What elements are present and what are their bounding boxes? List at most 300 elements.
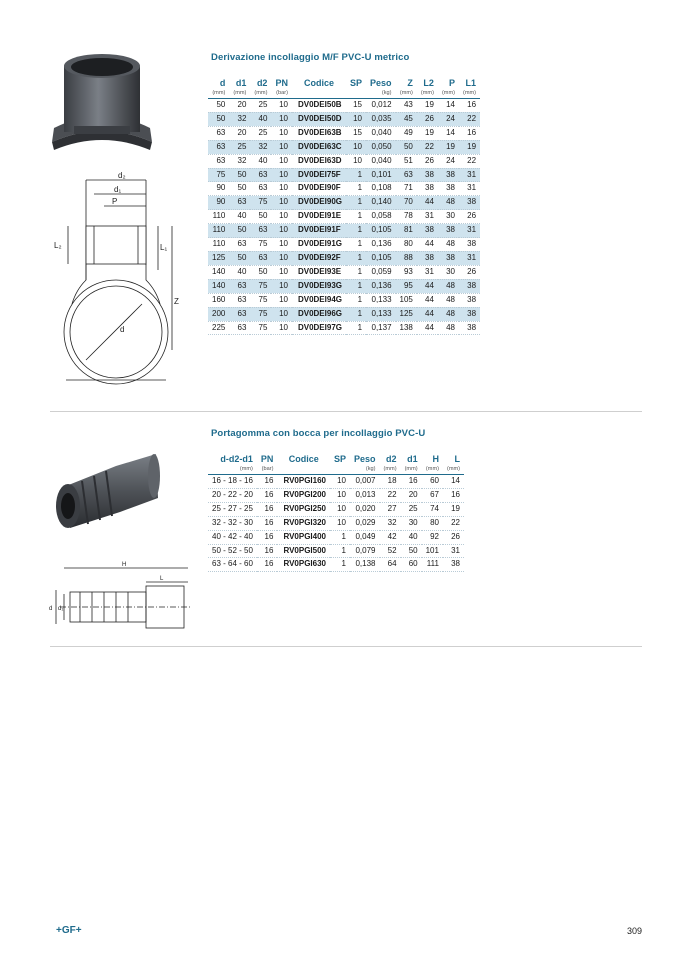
table-cell: 10 — [271, 265, 292, 279]
table-cell: 48 — [438, 196, 459, 210]
table-row — [208, 140, 480, 154]
product-code: RV0PGI250 — [277, 502, 330, 516]
table-cell: 125 — [208, 251, 229, 265]
table-cell: 19 — [417, 99, 438, 113]
table-cell: 0,058 — [366, 210, 396, 224]
table-cell: 0,133 — [366, 293, 396, 307]
table-cell: 30 — [438, 265, 459, 279]
table-cell: 0,079 — [350, 544, 380, 558]
table-cell: 110 — [208, 238, 229, 252]
table-cell: 63 — [250, 182, 271, 196]
table-cell: 75 — [250, 238, 271, 252]
table-cell: 10 — [271, 126, 292, 140]
table-cell: 1 — [346, 293, 366, 307]
column-unit: (mm) — [438, 89, 459, 99]
table-cell: 88 — [396, 251, 417, 265]
table-cell: 1 — [346, 251, 366, 265]
column-header: L — [454, 454, 461, 464]
column-header: Z — [407, 78, 413, 88]
table-cell: 0,012 — [366, 99, 396, 113]
table-cell: 44 — [417, 238, 438, 252]
table-cell: 63 — [250, 251, 271, 265]
table-cell: 0,133 — [366, 307, 396, 321]
product-code: DV0DEI91E — [292, 210, 346, 224]
table-cell: 26 — [459, 210, 480, 224]
column-header: d2 — [256, 78, 268, 88]
table-cell: 16 — [257, 502, 278, 516]
table-cell: 24 — [438, 154, 459, 168]
table-cell: 75 — [208, 168, 229, 182]
table-cell: 40 - 42 - 40 — [208, 530, 257, 544]
table-cell: 27 — [380, 502, 401, 516]
table-cell: 63 — [229, 238, 250, 252]
table-cell: 50 — [229, 251, 250, 265]
product-code: DV0DEI90F — [292, 182, 346, 196]
table-cell: 50 — [229, 182, 250, 196]
table-cell: 10 — [330, 502, 350, 516]
column-header: L1 — [465, 78, 477, 88]
table-row — [208, 196, 480, 210]
product-code: DV0DEI97G — [292, 321, 346, 335]
table-cell: 10 — [330, 475, 350, 489]
product-code: DV0DEI92F — [292, 251, 346, 265]
table-cell: 38 — [459, 196, 480, 210]
table-cell: 38 — [438, 251, 459, 265]
table-row — [208, 307, 480, 321]
table-cell: 0,101 — [366, 168, 396, 182]
table-cell: 1 — [330, 544, 350, 558]
product-code: DV0DEI63C — [292, 140, 346, 154]
table-cell: 22 — [443, 516, 464, 530]
table-cell: 1 — [346, 168, 366, 182]
table-cell: 80 — [396, 238, 417, 252]
column-header: SP — [350, 78, 363, 88]
table-row — [208, 168, 480, 182]
column-unit: (mm) — [250, 89, 271, 99]
table-cell: 31 — [459, 182, 480, 196]
table-cell: 140 — [208, 279, 229, 293]
table-cell: 63 — [250, 168, 271, 182]
table-cell: 25 — [229, 140, 250, 154]
table-cell: 25 — [250, 99, 271, 113]
table-cell: 40 — [250, 154, 271, 168]
drawing-label-d: d — [120, 325, 125, 334]
table-cell: 0,137 — [366, 321, 396, 335]
product-code: RV0PGI630 — [277, 558, 330, 572]
product-code: RV0PGI500 — [277, 544, 330, 558]
table-cell: 44 — [417, 293, 438, 307]
table-cell: 26 — [459, 265, 480, 279]
table-cell: 50 — [396, 140, 417, 154]
column-header: Codice — [303, 78, 334, 88]
column-unit: (mm) — [380, 465, 401, 475]
table-cell: 16 — [257, 516, 278, 530]
table-row — [208, 321, 480, 335]
table-cell: 10 — [271, 307, 292, 321]
table-cell: 44 — [417, 279, 438, 293]
table-cell: 16 — [257, 558, 278, 572]
table-cell: 0,136 — [366, 279, 396, 293]
table-cell: 38 — [443, 558, 464, 572]
product-code: DV0DEI63D — [292, 154, 346, 168]
column-header: d1 — [235, 78, 247, 88]
table-cell: 50 - 52 - 50 — [208, 544, 257, 558]
column-header: d-d2-d1 — [220, 454, 253, 464]
table-cell: 14 — [438, 99, 459, 113]
table-cell: 42 — [380, 530, 401, 544]
table-cell: 50 — [229, 168, 250, 182]
column-unit: (mm) — [422, 465, 443, 475]
table-cell: 16 — [257, 530, 278, 544]
table-cell: 10 — [346, 112, 366, 126]
table-cell: 95 — [396, 279, 417, 293]
table-cell: 40 — [250, 112, 271, 126]
column-header: L2 — [423, 78, 434, 88]
table-cell: 10 — [271, 168, 292, 182]
column-unit: (mm) — [417, 89, 438, 99]
column-unit: (mm) — [396, 89, 417, 99]
column-unit — [292, 89, 346, 99]
table-cell: 0,050 — [366, 140, 396, 154]
table-cell: 15 — [346, 99, 366, 113]
table-cell: 140 — [208, 265, 229, 279]
column-header: H — [432, 454, 439, 464]
table-cell: 200 — [208, 307, 229, 321]
table-cell: 18 — [380, 475, 401, 489]
column-unit: (mm) — [459, 89, 480, 99]
table-cell: 19 — [438, 140, 459, 154]
table-row — [208, 112, 480, 126]
table-cell: 75 — [250, 321, 271, 335]
table-cell: 1 — [346, 196, 366, 210]
table-cell: 20 — [401, 488, 422, 502]
table-cell: 22 — [459, 112, 480, 126]
table-cell: 105 — [396, 293, 417, 307]
table-cell: 71 — [396, 182, 417, 196]
table-cell: 31 — [417, 265, 438, 279]
table-cell: 10 — [271, 154, 292, 168]
column-header: Peso — [370, 78, 392, 88]
table-cell: 1 — [346, 238, 366, 252]
table-cell: 10 — [271, 251, 292, 265]
table-cell: 75 — [250, 307, 271, 321]
table-cell: 1 — [346, 265, 366, 279]
column-header: d1 — [407, 454, 418, 464]
table-cell: 50 — [208, 99, 229, 113]
table-cell: 81 — [396, 224, 417, 238]
table-cell: 20 — [229, 126, 250, 140]
table-cell: 75 — [250, 196, 271, 210]
table-cell: 44 — [417, 321, 438, 335]
table-row — [208, 154, 480, 168]
table-cell: 44 — [417, 196, 438, 210]
table-cell: 32 — [229, 154, 250, 168]
table-cell: 16 — [257, 475, 278, 489]
table-row — [208, 488, 464, 502]
table-cell: 40 — [401, 530, 422, 544]
table-cell: 38 — [438, 182, 459, 196]
table-row — [208, 475, 464, 489]
table-row — [208, 182, 480, 196]
table-cell: 1 — [346, 279, 366, 293]
drawing-label-p: P — [112, 197, 118, 206]
column-unit: (mm) — [443, 465, 464, 475]
table-cell: 10 — [271, 140, 292, 154]
table-cell: 52 — [380, 544, 401, 558]
table-cell: 1 — [330, 558, 350, 572]
table-cell: 50 — [401, 544, 422, 558]
table-cell: 63 — [396, 168, 417, 182]
table-cell: 45 — [396, 112, 417, 126]
table-cell: 48 — [438, 293, 459, 307]
product-code: DV0DEI93E — [292, 265, 346, 279]
table-cell: 40 — [229, 265, 250, 279]
table-cell: 75 — [250, 293, 271, 307]
column-unit: (bar) — [271, 89, 292, 99]
table-cell: 20 - 22 - 20 — [208, 488, 257, 502]
product-code: DV0DEI91G — [292, 238, 346, 252]
table-cell: 0,007 — [350, 475, 380, 489]
table-cell: 63 — [229, 196, 250, 210]
table-cell: 0,059 — [366, 265, 396, 279]
technical-drawing-hose-tail — [46, 556, 194, 636]
table-row — [208, 279, 480, 293]
table-cell: 25 — [250, 126, 271, 140]
table-cell: 16 — [443, 488, 464, 502]
column-header: PN — [275, 78, 288, 88]
table-cell: 80 — [422, 516, 443, 530]
column-header: Peso — [354, 454, 376, 464]
drawing-label-l: L — [160, 576, 164, 582]
table-cell: 10 — [271, 321, 292, 335]
column-header: SP — [333, 454, 346, 464]
table-cell: 60 — [422, 475, 443, 489]
drawing-label-z: Z — [174, 297, 179, 306]
table-cell: 10 — [271, 196, 292, 210]
table-cell: 138 — [396, 321, 417, 335]
table-cell: 1 — [346, 210, 366, 224]
table-cell: 63 — [229, 307, 250, 321]
table-cell: 16 — [401, 475, 422, 489]
product-code: DV0DEI93G — [292, 279, 346, 293]
table-cell: 38 — [459, 307, 480, 321]
drawing-label-d: d — [49, 606, 53, 612]
table-cell: 63 — [208, 154, 229, 168]
table-cell: 0,105 — [366, 224, 396, 238]
table-cell: 90 — [208, 182, 229, 196]
table-cell: 160 — [208, 293, 229, 307]
table-cell: 0,105 — [366, 251, 396, 265]
column-header: PN — [260, 454, 274, 464]
table-cell: 10 — [346, 154, 366, 168]
table-cell: 10 — [271, 210, 292, 224]
column-unit — [277, 465, 330, 475]
table-cell: 30 — [438, 210, 459, 224]
table-row — [208, 238, 480, 252]
drawing-label-h: H — [122, 562, 127, 568]
table-cell: 38 — [459, 238, 480, 252]
table-cell: 26 — [417, 112, 438, 126]
table-cell: 16 - 18 - 16 — [208, 475, 257, 489]
table-cell: 10 — [271, 293, 292, 307]
table-cell: 31 — [417, 210, 438, 224]
table-cell: 101 — [422, 544, 443, 558]
product-code: DV0DEI50B — [292, 99, 346, 113]
table-cell: 63 — [208, 140, 229, 154]
table-cell: 16 — [257, 488, 278, 502]
table-cell: 50 — [250, 265, 271, 279]
spec-table-portagomma — [208, 454, 464, 572]
product-code: RV0PGI400 — [277, 530, 330, 544]
column-header: Codice — [288, 454, 319, 464]
table-row — [208, 516, 464, 530]
page-number: 309 — [627, 926, 643, 936]
table-cell: 31 — [459, 168, 480, 182]
table-cell: 16 — [459, 126, 480, 140]
table-cell: 92 — [422, 530, 443, 544]
table-cell: 63 — [250, 224, 271, 238]
table-cell: 0,035 — [366, 112, 396, 126]
table-cell: 31 — [459, 224, 480, 238]
section-divider — [50, 411, 642, 412]
table-cell: 0,108 — [366, 182, 396, 196]
table-cell: 60 — [401, 558, 422, 572]
table-cell: 1 — [346, 224, 366, 238]
table-cell: 24 — [438, 112, 459, 126]
section2-title: Portagomma con bocca per incollaggio PVC-U — [211, 428, 426, 439]
table-cell: 10 — [271, 99, 292, 113]
table-row — [208, 530, 464, 544]
product-photo-hose-tail — [50, 446, 162, 530]
table-cell: 225 — [208, 321, 229, 335]
table-cell: 38 — [417, 224, 438, 238]
product-code: DV0DEI94G — [292, 293, 346, 307]
product-code: DV0DEI63B — [292, 126, 346, 140]
table-cell: 32 — [229, 112, 250, 126]
table-cell: 14 — [443, 475, 464, 489]
table-cell: 48 — [438, 307, 459, 321]
table-cell: 49 — [396, 126, 417, 140]
table-cell: 111 — [422, 558, 443, 572]
table-cell: 0,136 — [366, 238, 396, 252]
table-cell: 70 — [396, 196, 417, 210]
table-cell: 50 — [250, 210, 271, 224]
column-unit: (mm) — [208, 89, 229, 99]
table-cell: 26 — [443, 530, 464, 544]
table-cell: 63 — [229, 279, 250, 293]
table-row — [208, 99, 480, 113]
drawing-label-l1: L₁ — [160, 243, 168, 252]
table-cell: 63 — [208, 126, 229, 140]
table-cell: 125 — [396, 307, 417, 321]
column-unit: (mm) — [401, 465, 422, 475]
column-unit: (kg) — [366, 89, 396, 99]
table-cell: 25 - 27 - 25 — [208, 502, 257, 516]
table-cell: 44 — [417, 307, 438, 321]
table-cell: 10 — [271, 112, 292, 126]
product-code: DV0DEI90G — [292, 196, 346, 210]
table-cell: 10 — [271, 238, 292, 252]
table-cell: 19 — [443, 502, 464, 516]
table-cell: 32 — [380, 516, 401, 530]
table-cell: 1 — [346, 307, 366, 321]
table-row — [208, 502, 464, 516]
table-cell: 22 — [380, 488, 401, 502]
table-cell: 38 — [417, 182, 438, 196]
table-cell: 0,013 — [350, 488, 380, 502]
product-code: DV0DEI91F — [292, 224, 346, 238]
table-cell: 48 — [438, 279, 459, 293]
column-unit: (mm) — [208, 465, 257, 475]
table-cell: 32 — [250, 140, 271, 154]
table-cell: 38 — [459, 293, 480, 307]
table-cell: 110 — [208, 210, 229, 224]
table-cell: 31 — [459, 251, 480, 265]
column-unit: (mm) — [229, 89, 250, 99]
table-cell: 43 — [396, 99, 417, 113]
table-cell: 25 — [401, 502, 422, 516]
table-cell: 48 — [438, 321, 459, 335]
table-cell: 63 — [229, 321, 250, 335]
table-row — [208, 126, 480, 140]
gf-logo: +GF+ — [56, 925, 82, 936]
product-photo-tee — [46, 46, 158, 164]
table-cell: 16 — [257, 544, 278, 558]
table-cell: 38 — [417, 251, 438, 265]
product-code: DV0DEI75F — [292, 168, 346, 182]
table-cell: 93 — [396, 265, 417, 279]
table-cell: 38 — [438, 224, 459, 238]
table-cell: 32 - 32 - 30 — [208, 516, 257, 530]
table-cell: 30 — [401, 516, 422, 530]
table-cell: 64 — [380, 558, 401, 572]
table-cell: 1 — [346, 321, 366, 335]
column-unit: (bar) — [257, 465, 278, 475]
table-cell: 38 — [459, 321, 480, 335]
table-cell: 0,020 — [350, 502, 380, 516]
table-cell: 38 — [438, 168, 459, 182]
table-cell: 10 — [330, 488, 350, 502]
product-code: DV0DEI96G — [292, 307, 346, 321]
table-cell: 31 — [443, 544, 464, 558]
product-code: RV0PGI200 — [277, 488, 330, 502]
table-cell: 0,140 — [366, 196, 396, 210]
column-header: d — [219, 78, 226, 88]
table-cell: 14 — [438, 126, 459, 140]
table-cell: 0,040 — [366, 154, 396, 168]
table-cell: 67 — [422, 488, 443, 502]
table-cell: 1 — [330, 530, 350, 544]
table-cell: 1 — [346, 182, 366, 196]
table-cell: 0,029 — [350, 516, 380, 530]
table-cell: 110 — [208, 224, 229, 238]
product-code: RV0PGI320 — [277, 516, 330, 530]
table-cell: 0,138 — [350, 558, 380, 572]
table-cell: 22 — [417, 140, 438, 154]
table-cell: 10 — [346, 140, 366, 154]
table-cell: 50 — [208, 112, 229, 126]
table-cell: 40 — [229, 210, 250, 224]
table-row — [208, 210, 480, 224]
table-row — [208, 558, 464, 572]
table-cell: 0,049 — [350, 530, 380, 544]
table-cell: 38 — [459, 279, 480, 293]
table-cell: 63 - 64 - 60 — [208, 558, 257, 572]
table-cell: 10 — [330, 516, 350, 530]
column-unit: (kg) — [350, 465, 380, 475]
table-cell: 63 — [229, 293, 250, 307]
table-cell: 19 — [459, 140, 480, 154]
